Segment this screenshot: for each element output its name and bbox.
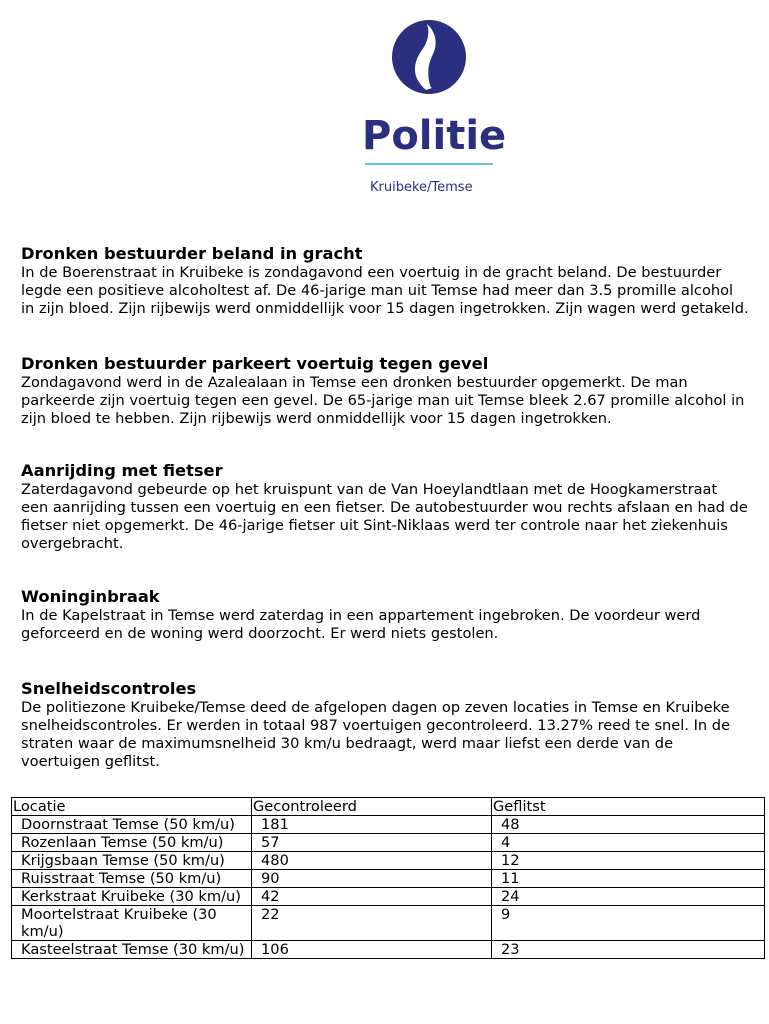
article-title: Aanrijding met fietser (21, 461, 223, 480)
cell-checked: 106 (252, 941, 492, 959)
article-body: Zaterdagavond gebeurde op het kruispunt van de Van Hoeylandtlaan met de Hoogkamerstraat een aanrijding tussen een voertuig en een fietser. De autobestuurder wou rechts afslaan en had de fietser niet opgemerkt. De 46-jarige fietser uit Sint-Niklaas werd ter controle naar het ziekenhuis overgebracht. (21, 481, 748, 552)
cell-flashed: 24 (492, 888, 765, 906)
cell-location: Ruisstraat Temse (50 km/u) (12, 870, 252, 888)
cell-checked: 90 (252, 870, 492, 888)
cell-location: Doornstraat Temse (50 km/u) (12, 816, 252, 834)
column-header-checked: Gecontroleerd (252, 798, 492, 816)
cell-flashed: 9 (492, 906, 765, 941)
logo-divider (365, 163, 493, 165)
table-header-row (12, 798, 765, 816)
table-row (12, 852, 765, 870)
police-logo (0, 0, 769, 210)
cell-flashed: 4 (492, 834, 765, 852)
logo-zone-name: Kruibeke/Temse (370, 180, 473, 195)
police-flame-logo-icon (390, 20, 468, 98)
news-content (21, 244, 749, 771)
article-body: Zondagavond werd in de Azalealaan in Temse een dronken bestuurder opgemerkt. De man parkeerde zijn voertuig tegen een gevel. De 65-jarige man uit Temse bleek 2.67 promille alcohol in zijn bloed te hebben. Zijn rijbewijs werd onmiddellijk voor 15 dagen ingetrokken. (21, 374, 745, 427)
table-row (12, 834, 765, 852)
cell-flashed: 12 (492, 852, 765, 870)
cell-location: Kerkstraat Kruibeke (30 km/u) (12, 888, 252, 906)
cell-flashed: 23 (492, 941, 765, 959)
article-drunk-driver-facade (21, 354, 749, 428)
article-title: Snelheidscontroles (21, 679, 197, 698)
article-body: De politiezone Kruibeke/Temse deed de afgelopen dagen op zeven locaties in Temse en Kruibeke snelheidscontroles. Er werden in totaal 987 voertuigen gecontroleerd. 13.27% reed te snel. In de straten waar de maximumsnelheid 30 km/u bedraagt, werd maar liefst een derde van de voertuigen geflitst. (21, 699, 731, 770)
cell-flashed: 48 (492, 816, 765, 834)
table-row (12, 941, 765, 959)
article-cyclist-collision (21, 461, 749, 553)
article-title: Dronken bestuurder parkeert voertuig tegen gevel (21, 354, 489, 373)
article-title: Dronken bestuurder beland in gracht (21, 244, 363, 263)
cell-flashed: 11 (492, 870, 765, 888)
column-header-location: Locatie (12, 798, 252, 816)
cell-checked: 22 (252, 906, 492, 941)
cell-checked: 181 (252, 816, 492, 834)
column-header-flashed: Geflitst (492, 798, 765, 816)
cell-location: Kasteelstraat Temse (30 km/u) (12, 941, 252, 959)
article-body: In de Boerenstraat in Kruibeke is zondagavond een voertuig in de gracht beland. De bestuurder legde een positieve alcoholtest af. De 46-jarige man uit Temse had meer dan 3.5 promille alcohol in zijn bloed. Zijn rijbewijs werd onmiddellijk voor 15 dagen ingetrokken. Zijn wagen werd getakeld. (21, 264, 749, 317)
article-title: Woninginbraak (21, 587, 160, 606)
logo-wordmark: Politie (362, 113, 507, 159)
table-row (12, 888, 765, 906)
speed-check-table (11, 797, 765, 959)
table-row (12, 906, 765, 941)
article-body: In de Kapelstraat in Temse werd zaterdag in een appartement ingebroken. De voordeur werd geforceerd en de woning werd doorzocht. Er werd niets gestolen. (21, 607, 701, 642)
cell-checked: 480 (252, 852, 492, 870)
article-drunk-driver-ditch (21, 244, 749, 318)
cell-location: Krijgsbaan Temse (50 km/u) (12, 852, 252, 870)
cell-location: Moortelstraat Kruibeke (30 km/u) (12, 906, 252, 941)
article-burglary (21, 587, 749, 643)
cell-location: Rozenlaan Temse (50 km/u) (12, 834, 252, 852)
cell-checked: 57 (252, 834, 492, 852)
table-row (12, 870, 765, 888)
article-speed-checks (21, 679, 749, 771)
cell-checked: 42 (252, 888, 492, 906)
table-row (12, 816, 765, 834)
